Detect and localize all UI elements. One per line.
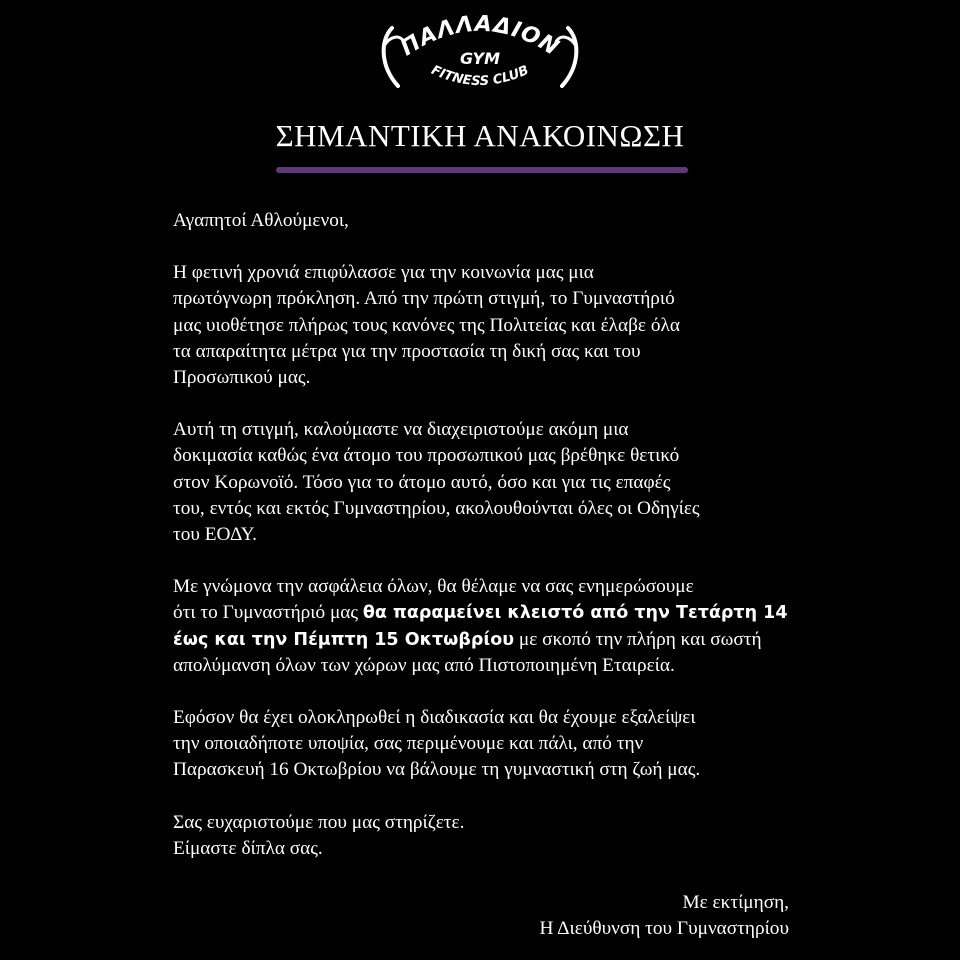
paragraph-line: Αυτή τη στιγμή, καλούμαστε να διαχειριστούμε ακόμη μια: [173, 419, 629, 441]
paragraph-line: του, εντός και εκτός Γυμναστηρίου, ακολουθούνται όλες οι Οδηγίες: [173, 497, 700, 519]
paragraph-line: πρωτόγνωρη πρόκληση. Από την πρώτη στιγμή, το Γυμναστήριό: [173, 288, 675, 310]
paragraph-line: Εφόσον θα έχει ολοκληρωθεί η διαδικασία και θα έχουμε εξαλείψει: [173, 707, 696, 729]
paragraph-line: του ΕΟΔΥ.: [173, 524, 257, 546]
paragraph-1: [173, 260, 813, 391]
plain-text: με σκοπό την πλήρη και σωστή: [514, 628, 762, 650]
signoff: [539, 890, 789, 942]
paragraph-line: Προσωπικού μας.: [173, 367, 311, 389]
paragraph-line: μας υιοθέτησε πλήρως τους κανόνες της Πολιτείας και έλαβε όλα: [173, 314, 680, 336]
paragraph-line: τα απαραίτητα μέτρα για την προστασία τη δική σας και του: [173, 340, 641, 362]
paragraph-4: [173, 705, 813, 784]
signoff-management: Η Διεύθυνση του Γυμναστηρίου: [539, 918, 789, 940]
logo-text-top: ΠΑΛΛΑΔΙΟΝ: [396, 11, 564, 62]
paragraph-line: Με γνώμονα την ασφάλεια όλων, θα θέλαμε να σας ενημερώσουμε: [173, 576, 694, 598]
thanks-line: Σας ευχαριστούμε που μας στηρίζετε.: [173, 811, 465, 833]
closure-dates-bold: θα παραμείνει κλειστό από την Τετάρτη 14: [362, 603, 788, 624]
title-divider: [276, 167, 688, 173]
logo-text-bottom: FITNESS CLUB: [428, 62, 532, 90]
gym-logo-graphic: [370, 6, 590, 106]
page-title: ΣΗΜΑΝΤΙΚΗ ΑΝΑΚΟΙΝΩΣΗ: [275, 118, 685, 153]
letter-body: [173, 208, 813, 862]
signoff-regards: Με εκτίμηση,: [682, 892, 789, 913]
paragraph-line: δοκιμασία καθώς ένα άτομο του προσωπικού μας βρέθηκε θετικό: [173, 445, 680, 467]
gym-logo: [370, 6, 590, 106]
paragraph-line: [173, 627, 813, 653]
paragraph-line: στον Κορωνοϊό. Τόσο για το άτομο αυτό, όσο και για τις επαφές: [173, 471, 671, 493]
paragraph-line: [173, 600, 813, 626]
paragraph-line: Παρασκευή 16 Οκτωβρίου να βάλουμε τη γυμναστική στη ζωή μας.: [173, 759, 701, 781]
greeting: Αγαπητοί Αθλούμενοι,: [173, 210, 349, 231]
closure-dates-bold-cont: έως και την Πέμπτη 15 Οκτωβρίου: [173, 629, 515, 650]
paragraph-line: την οποιαδήποτε υποψία, σας περιμένουμε και πάλι, από την: [173, 733, 644, 755]
beside-you-line: Είμαστε δίπλα σας.: [173, 837, 323, 859]
plain-text: ότι το Γυμναστήριό μας: [173, 602, 363, 624]
paragraph-line: Η φετινή χρονιά επιφύλασσε για την κοινωνία μας μια: [173, 262, 594, 284]
logo-text-mid: GYM: [460, 49, 500, 68]
paragraph-line: απολύμανση όλων των χώρων μας από Πιστοποιημένη Εταιρεία.: [173, 654, 675, 676]
paragraph-2: [173, 417, 813, 548]
paragraph-3: [173, 574, 813, 679]
